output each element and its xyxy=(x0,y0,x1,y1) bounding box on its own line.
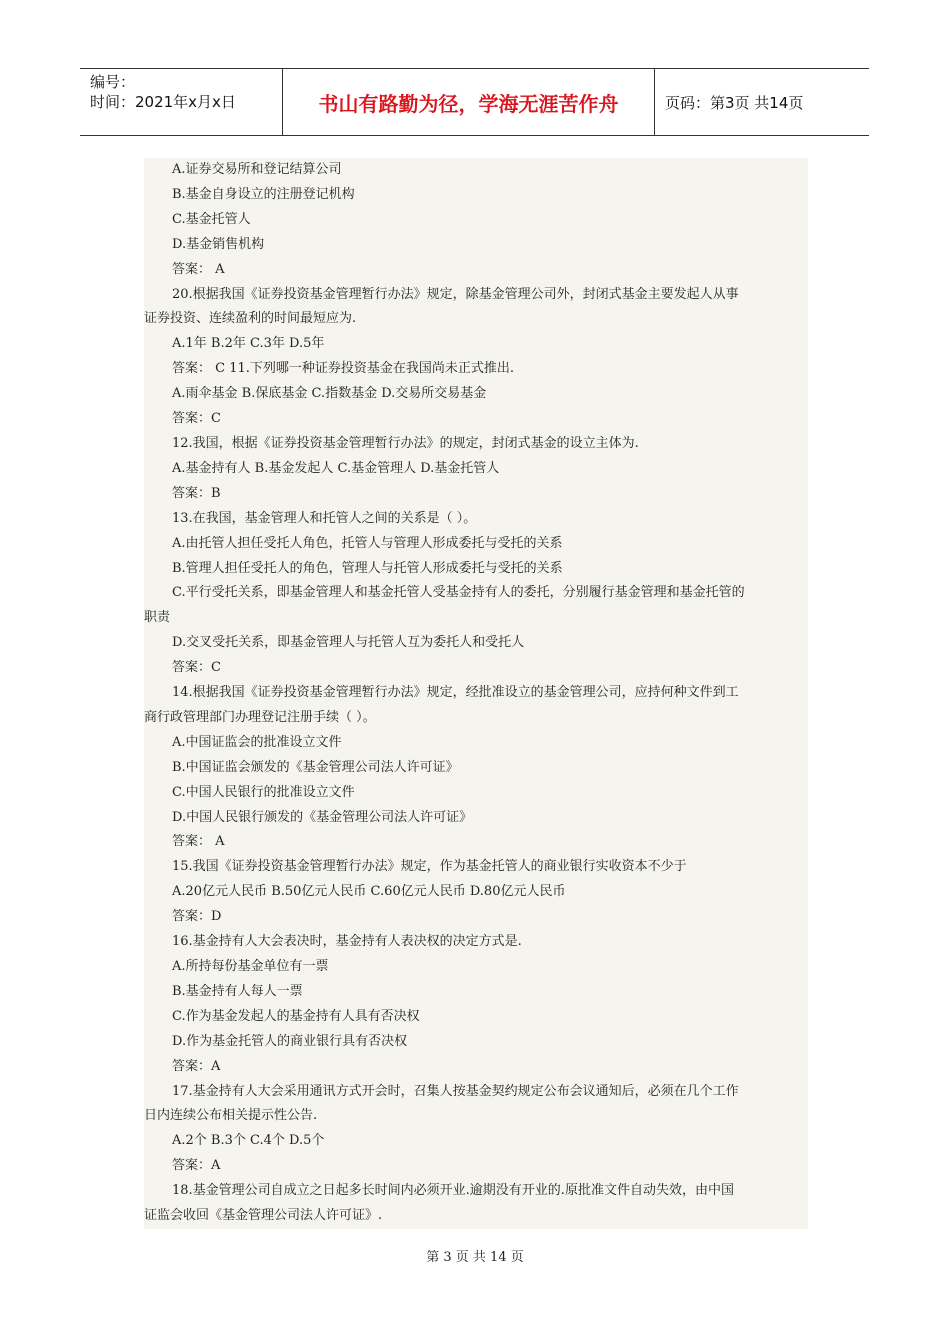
text-line: A.20亿元人民币 B.50亿元人民币 C.60亿元人民币 D.80亿元人民币 xyxy=(172,884,566,900)
text-line: 20.根据我国《证券投资基金管理暂行办法》规定，除基金管理公司外，封闭式基金主要发起人从事 xyxy=(172,286,739,302)
text-line: A.基金持有人 B.基金发起人 C.基金管理人 D.基金托管人 xyxy=(172,460,500,476)
text-line: 13.在我国，基金管理人和托管人之间的关系是（ ）。 xyxy=(172,510,477,526)
text-line: 15.我国《证券投资基金管理暂行办法》规定，作为基金托管人的商业银行实收资本不少于 xyxy=(172,859,687,875)
text-line: 证券投资、连续盈利的时间最短应为. xyxy=(144,311,357,327)
text-line: 答案：A xyxy=(172,1058,221,1074)
text-line: 14.根据我国《证券投资基金管理暂行办法》规定，经批准设立的基金管理公司，应持何种文件到工 xyxy=(172,685,739,701)
text-line: D.作为基金托管人的商业银行具有否决权 xyxy=(172,1033,408,1049)
text-line: 12.我国，根据《证券投资基金管理暂行办法》的规定，封闭式基金的设立主体为. xyxy=(172,435,639,451)
text-line: 答案：B xyxy=(172,485,221,501)
text-line: A.中国证监会的批准设立文件 xyxy=(172,734,342,750)
header-page-info: 页码：第3页 共14页 xyxy=(665,93,804,112)
text-line: 16.基金持有人大会表决时，基金持有人表决权的决定方式是. xyxy=(172,934,522,950)
text-line: 商行政管理部门办理登记注册手续（ ）。 xyxy=(144,709,376,725)
text-line: A.1年 B.2年 C.3年 D.5年 xyxy=(172,336,325,352)
document-body xyxy=(144,158,808,1229)
text-line: A.证券交易所和登记结算公司 xyxy=(172,162,342,177)
text-line: 18.基金管理公司自成立之日起多长时间内必须开业.逾期没有开业的.原批准文件自动失效，由中国 xyxy=(172,1183,734,1199)
text-line: B.中国证监会颁发的《基金管理公司法人许可证》 xyxy=(172,759,459,775)
header-motto: 书山有路勤为径，学海无涯苦作舟 xyxy=(283,69,655,135)
text-line: C.作为基金发起人的基金持有人具有否决权 xyxy=(172,1008,420,1024)
text-line: C.中国人民银行的批准设立文件 xyxy=(172,784,355,800)
text-line: 答案：A xyxy=(172,1158,221,1174)
text-line: 答案： A xyxy=(172,834,225,850)
text-line: B.基金自身设立的注册登记机构 xyxy=(172,186,355,202)
text-line: 答案：C xyxy=(172,660,221,676)
page-footer: 第 3 页 共 14 页 xyxy=(426,1250,524,1265)
text-line: 答案： C 11.下列哪一种证券投资基金在我国尚未正式推出. xyxy=(172,361,515,377)
text-line: 答案：D xyxy=(172,909,222,925)
header-meta xyxy=(80,69,283,135)
text-line: 日内连续公布相关提示性公告. xyxy=(144,1108,318,1124)
text-line: 答案： A xyxy=(172,261,225,277)
text-line: 职责 xyxy=(144,610,171,626)
text-line: A.雨伞基金 B.保底基金 C.指数基金 D.交易所交易基金 xyxy=(172,386,487,402)
text-line: D.中国人民银行颁发的《基金管理公司法人许可证》 xyxy=(172,809,473,825)
text-line: A.所持每份基金单位有一票 xyxy=(172,959,329,974)
text-line: D.基金销售机构 xyxy=(172,236,265,252)
text-line: C.平行受托关系，即基金管理人和基金托管人受基金持有人的委托，分别履行基金管理和基金托管的 xyxy=(172,585,745,601)
text-line: B.管理人担任受托人的角色，管理人与托管人形成委托与受托的关系 xyxy=(172,560,563,576)
text-line: A.2个 B.3个 C.4个 D.5个 xyxy=(172,1133,325,1149)
text-line: A.由托管人担任受托人角色，托管人与管理人形成委托与受托的关系 xyxy=(172,535,563,551)
text-line: D.交叉受托关系，即基金管理人与托管人互为委托人和受托人 xyxy=(172,635,525,651)
text-line: B.基金持有人每人一票 xyxy=(172,983,303,999)
text-line: 答案：C xyxy=(172,411,221,427)
page-header xyxy=(80,68,869,136)
time-label: 时间：2021年x月x日 xyxy=(90,93,236,111)
text-line: C.基金托管人 xyxy=(172,211,251,227)
text-line: 证监会收回《基金管理公司法人许可证》. xyxy=(144,1208,383,1224)
text-line: 17.基金持有人大会采用通讯方式开会时，召集人按基金契约规定公布会议通知后，必须在几个工作 xyxy=(172,1083,739,1099)
serial-label: 编号： xyxy=(90,73,136,91)
